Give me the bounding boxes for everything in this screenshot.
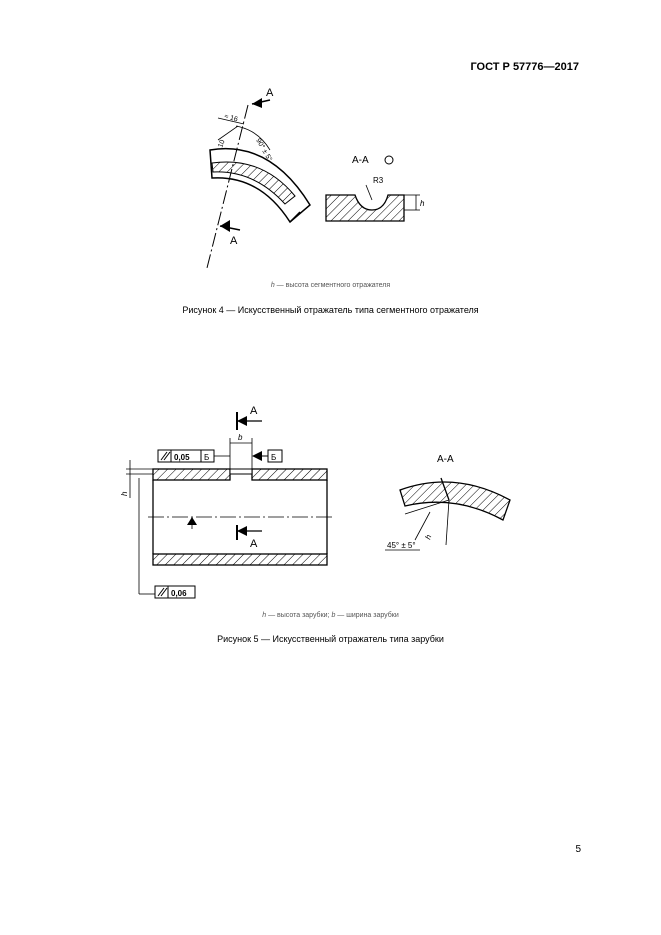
fig5-leader-triangle: [187, 517, 197, 525]
fig5-notch: [230, 469, 252, 474]
fig4-angle-label: 90° ± 5°: [254, 137, 273, 163]
fig5-section-arrow-bottom: [237, 526, 247, 536]
fig4-note-text: — высота сегментного отражателя: [274, 282, 391, 289]
fig4-section-label-bottom: А: [230, 235, 238, 247]
fig5-pipe-top-wall-left: [153, 469, 230, 480]
fig5-tolerance-top-value: 0,05: [174, 453, 190, 462]
fig5-section-label-bottom: А: [250, 538, 258, 550]
fig5-tolerance-top-datum: Б: [204, 453, 210, 462]
fig5-angle-label: 45° ± 5°: [387, 541, 416, 550]
fig5-note-b: b: [331, 612, 336, 619]
fig5-note-text2: — ширина зарубки: [335, 612, 399, 619]
fig5-section-arrow-top: [237, 416, 247, 426]
fig5-note-h: h: [262, 612, 267, 619]
fig5-note: [0, 612, 661, 619]
fig5-section-view-title: А-А: [437, 454, 454, 465]
fig5-b-label: b: [238, 433, 243, 442]
fig5-datum-label: Б: [271, 453, 277, 462]
fig5-datum-triangle: [252, 451, 262, 461]
fig5-note-text1: — высота зарубки;: [266, 612, 332, 619]
figure-5-title: Рисунок 5 — Искусственный отражатель типа зарубки: [217, 634, 444, 644]
fig4-dim-10: 10: [217, 138, 227, 149]
page-number: 5: [575, 844, 581, 855]
fig5-pipe-top-wall-right: [252, 469, 327, 480]
figure-4-title: Рисунок 4 — Искусственный отражатель типа сегментного отражателя: [182, 305, 479, 315]
fig4-section-label-top: А: [266, 87, 274, 99]
fig5-pipe-bottom-wall: [153, 554, 327, 565]
fig4-h-label: h: [420, 199, 425, 208]
fig5-h-label: h: [120, 491, 129, 496]
fig4-dim-16: ≈ 16: [223, 113, 239, 124]
fig5-section-label-top: А: [250, 405, 258, 417]
fig4-radius-label: R3: [373, 176, 384, 185]
fig4-note-symbol: h: [270, 282, 275, 289]
fig5-depth-label: h: [423, 533, 434, 541]
fig5-tolerance-bottom-value: 0,06: [171, 589, 187, 598]
header-standard-number: ГОСТ Р 57776—2017: [470, 61, 579, 73]
fig5-section-arc: [400, 482, 510, 520]
fig4-section-view-title: А-А: [352, 155, 369, 166]
